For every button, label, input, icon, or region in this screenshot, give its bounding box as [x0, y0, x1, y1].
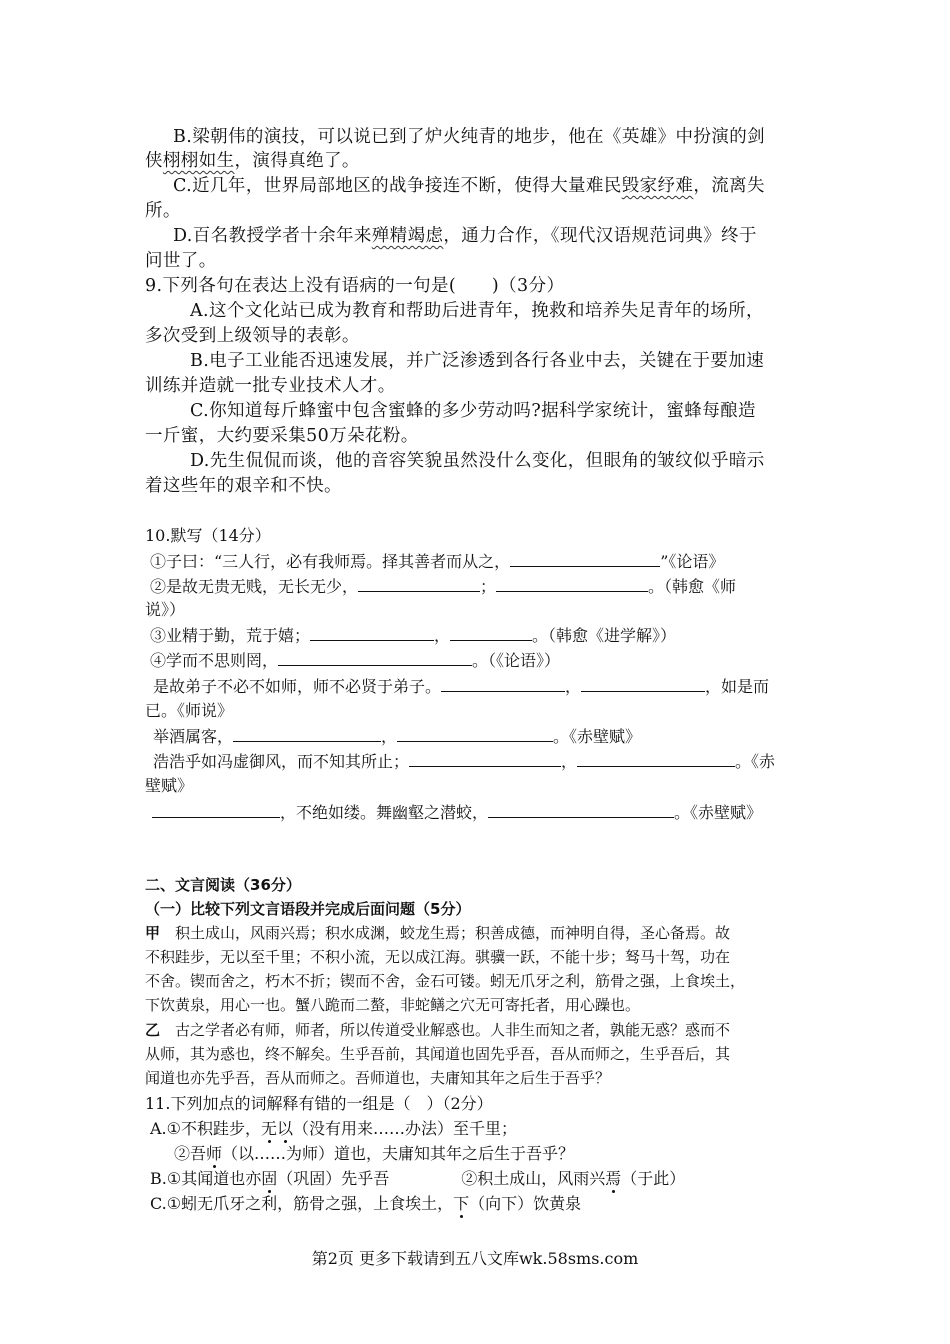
q10-line-2: ②是故无贵无贱，无长无少， ； 。（韩愈《师 [150, 577, 737, 596]
dotted-char: 焉 [605, 1169, 622, 1188]
q8-option-d-line2: 问世了。 [145, 251, 217, 271]
q8-option-b-line2: 侠栩栩如生，演得真绝了。 [145, 151, 360, 171]
passage-yi-line3: 闻道也亦先乎吾，吾从而师之。吾师道也，夫庸知其年之后生于吾乎？ [145, 1069, 611, 1087]
q10-line-7: 浩浩乎如冯虚御风，而不知其所止； ， 。《赤 [153, 752, 776, 771]
answer-blank[interactable] [152, 801, 280, 818]
answer-blank[interactable] [441, 675, 565, 692]
answer-blank[interactable] [577, 750, 735, 767]
answer-blank[interactable] [496, 575, 648, 592]
section-2-subtitle: （一）比较下列文言语段并完成后面问题（5分） [145, 900, 471, 918]
dotted-char: 无 [261, 1119, 278, 1138]
q10-title: 10.默写（14分） [145, 526, 271, 545]
answer-blank[interactable] [397, 725, 553, 742]
dotted-char: 固 [261, 1169, 278, 1188]
q10-line-8: ，不绝如缕。舞幽壑之潜蛟， 。《赤壁赋》 [152, 801, 762, 824]
answer-blank[interactable] [358, 575, 480, 592]
q9-option-d-line1: D.先生侃侃而谈，他的音容笑貌虽然没什么变化，但眼角的皱纹似乎暗示 [190, 451, 765, 471]
q9-option-c-line1: C.你知道每斤蜂蜜中包含蜜蜂的多少劳动吗?据科学家统计，蜜蜂每酿造 [190, 401, 756, 421]
answer-blank[interactable] [581, 675, 705, 692]
q8-option-c-line2: 所。 [145, 201, 181, 221]
dotted-char: 师 [206, 1144, 223, 1163]
q8-option-c-word: 毁家纾难 [621, 176, 694, 196]
q10-line-6: 举酒属客， ， 。《赤壁赋》 [153, 727, 642, 746]
answer-blank[interactable] [233, 725, 381, 742]
answer-blank[interactable] [278, 649, 472, 666]
passage-jia-line2: 不积跬步，无以至千里；不积小流，无以成江海。骐骥一跃，不能十步；驽马十驾，功在 [145, 948, 731, 966]
q9-option-a-line1: A.这个文化站已成为教育和帮助后进青年，挽救和培养失足青年的场所， [190, 301, 764, 321]
q8-option-d-word: 殚精竭虑 [371, 226, 444, 246]
q10-line-3: ③业精于勤，荒于嬉； ， 。（韩愈《进学解》） [150, 626, 677, 645]
q10-line-4: ④学而不思则罔， 。（《论语》） [150, 651, 561, 670]
section-2-title: 二、文言阅读（36分） [145, 876, 301, 894]
q9-stem: 9.下列各句在表达上没有语病的一句是( )（3分） [145, 276, 565, 296]
q11-option-a-line2: ②吾师（以……为师）道也，夫庸知其年之后生于吾乎？ [174, 1144, 575, 1163]
q10-line-5-cont: 已。《师说》 [145, 701, 234, 720]
q11-stem: 11.下列加点的词解释有错的一组是（ ）（2分） [145, 1094, 493, 1113]
answer-blank[interactable] [488, 801, 674, 818]
passage-yi-line1: 乙 古之学者必有师，师者，所以传道受业解惑也。人非生而知之者，孰能无惑？惑而不 [145, 1021, 731, 1039]
q9-option-b-line1: B.电子工业能否迅速发展，并广泛渗透到各行各业中去，关键在于要加速 [190, 351, 765, 371]
passage-jia-line1: 甲 积土成山，风雨兴焉；积水成渊，蛟龙生焉；积善成德，而神明自得，圣心备焉。故 [145, 924, 731, 942]
passage-yi-label: 乙 [145, 1021, 161, 1039]
q9-option-a-line2: 多次受到上级领导的表彰。 [145, 326, 360, 346]
q8-option-b-word: 栩栩如生 [162, 151, 235, 171]
answer-blank[interactable] [450, 624, 532, 641]
q10-line-5: 是故弟子不必不如师，师不必贤于弟子。 ， ，如是而 [153, 677, 770, 696]
passage-jia-line4: 下饮黄泉，用心一也。蟹八跪而二螯，非蛇鳝之穴无可寄托者，用心躁也。 [145, 996, 641, 1014]
answer-blank[interactable] [310, 624, 434, 641]
q10-line-1: ①子曰：“三人行，必有我师焉。择其善者而从之， ”《论语》 [150, 552, 725, 571]
passage-jia-label: 甲 [145, 924, 161, 942]
q8-option-c-line1: C.近几年，世界局部地区的战争接连不断，使得大量难民毁家纾难，流离失 [173, 176, 765, 196]
q9-option-d-line2: 着这些年的艰辛和不快。 [145, 476, 342, 496]
passage-yi-line2: 从师，其为惑也，终不解矣。生乎吾前，其闻道也固先乎吾，吾从而师之，生乎吾后，其 [145, 1045, 731, 1063]
q10-line-7-cont: 壁赋》 [145, 776, 194, 795]
answer-blank[interactable] [409, 750, 561, 767]
q8-option-d-line1: D.百名教授学者十余年来殚精竭虑，通力合作，《现代汉语规范词典》终于 [173, 226, 757, 246]
dotted-char: 以 [277, 1119, 294, 1138]
q11-option-a-line1: A.①不积跬步，无以（没有用来……办法）至千里； [150, 1119, 518, 1138]
q10-line-2-cont: 说》） [145, 600, 186, 619]
q11-option-b: B.①其闻道也亦固（巩固）先乎吾 ②积土成山，风雨兴焉（于此） [150, 1169, 686, 1188]
q9-option-c-line2: 一斤蜜，大约要采集50万朵花粉。 [145, 426, 419, 446]
q8-option-b-line1: B.梁朝伟的演技，可以说已到了炉火纯青的地步，他在《英雄》中扮演的剑 [173, 127, 766, 147]
passage-jia-line3: 不舍。锲而舍之，朽木不折；锲而不舍，金石可镂。蚓无爪牙之利，筋骨之强，上食埃土， [145, 972, 746, 990]
q9-option-b-line2: 训练并造就一批专业技术人才。 [145, 376, 396, 396]
page-footer: 第2页 更多下载请到五八文库wk.58sms.com [311, 1249, 639, 1268]
q11-option-c: C.①蚓无爪牙之利，筋骨之强，上食埃土，下（向下）饮黄泉 [150, 1194, 582, 1213]
dotted-char: 下 [453, 1194, 470, 1213]
answer-blank[interactable] [510, 550, 660, 567]
